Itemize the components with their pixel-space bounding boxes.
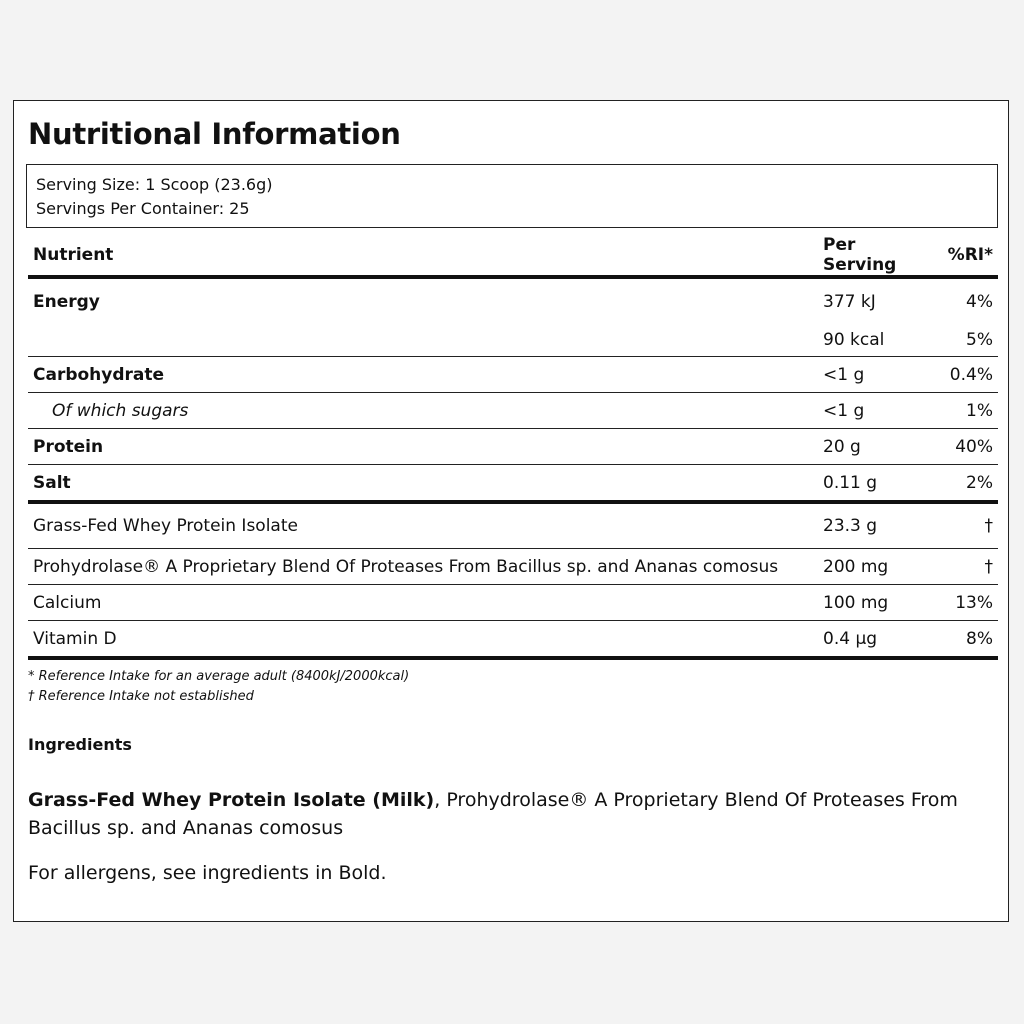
ingredient-label: Vitamin D (28, 621, 818, 659)
nutrient-value: 0.11 g (818, 465, 936, 503)
nutrient-label: Of which sugars (28, 393, 818, 429)
ingredients-heading: Ingredients (28, 735, 132, 754)
nutrient-value: <1 g (818, 357, 936, 393)
ingredient-ri: † (936, 549, 998, 585)
table-row-energy-kcal (28, 324, 998, 357)
table-header-row (28, 235, 998, 277)
energy-kj-ri: 4% (966, 291, 993, 312)
ingredients-text (28, 786, 978, 842)
energy-kcal-ri: 5% (936, 324, 998, 357)
nutrient-label: Protein (28, 429, 818, 465)
nutrient-ri: 0.4% (936, 357, 998, 393)
table-row-carbohydrate (28, 357, 998, 393)
ri-footnote: * Reference Intake for an average adult (8400kJ/2000kcal) (28, 669, 410, 684)
ingredient-value: 23.3 g (818, 502, 936, 549)
table-row-energy-kj (28, 277, 998, 324)
nutrient-label-energy: Energy (33, 291, 100, 312)
ingredient-value: 100 mg (818, 585, 936, 621)
ingredients-allergen-bold: Grass-Fed Whey Protein Isolate (Milk) (28, 789, 435, 811)
ingredient-ri: † (936, 502, 998, 549)
ingredient-ri: 8% (936, 621, 998, 659)
table-row-vitamin-d (28, 621, 998, 659)
header-ri: %RI* (936, 235, 998, 277)
nutrition-table (28, 235, 998, 660)
nutrient-label: Salt (28, 465, 818, 503)
table-row-calcium (28, 585, 998, 621)
table-row-whey-isolate (28, 502, 998, 549)
energy-kcal-value: 90 kcal (818, 324, 936, 357)
ingredient-value: 0.4 μg (818, 621, 936, 659)
energy-kj-value: 377 kJ (823, 291, 876, 312)
table-row-protein (28, 429, 998, 465)
allergen-note: For allergens, see ingredients in Bold. (28, 862, 387, 884)
table-row-prohydrolase (28, 549, 998, 585)
nutrient-label: Carbohydrate (28, 357, 818, 393)
dagger-footnote: † Reference Intake not established (28, 689, 254, 704)
nutrient-ri: 1% (936, 393, 998, 429)
nutrient-value: 20 g (818, 429, 936, 465)
table-row-sugars (28, 393, 998, 429)
ingredient-label: Grass-Fed Whey Protein Isolate (28, 502, 818, 549)
serving-size: Serving Size: 1 Scoop (23.6g) (36, 175, 273, 194)
nutrition-panel (13, 100, 1009, 922)
ingredient-label: Prohydrolase® A Proprietary Blend Of Proteases From Bacillus sp. and Ananas comosus (28, 549, 818, 585)
nutrient-ri: 2% (936, 465, 998, 503)
header-nutrient: Nutrient (28, 235, 818, 277)
serving-info-box (26, 164, 998, 228)
ingredient-value: 200 mg (818, 549, 936, 585)
ingredients-rest: , Prohydrolase® A Proprietary Blend Of Proteases From Bacillus sp. and Ananas comosus (28, 789, 958, 839)
ingredient-ri: 13% (936, 585, 998, 621)
table-row-salt (28, 465, 998, 503)
footnotes (28, 667, 409, 707)
ingredient-label: Calcium (28, 585, 818, 621)
page-title: Nutritional Information (28, 117, 401, 151)
nutrient-ri: 40% (936, 429, 998, 465)
header-per-serving: Per Serving (818, 235, 936, 277)
servings-per-container: Servings Per Container: 25 (36, 199, 250, 218)
nutrient-value: <1 g (818, 393, 936, 429)
